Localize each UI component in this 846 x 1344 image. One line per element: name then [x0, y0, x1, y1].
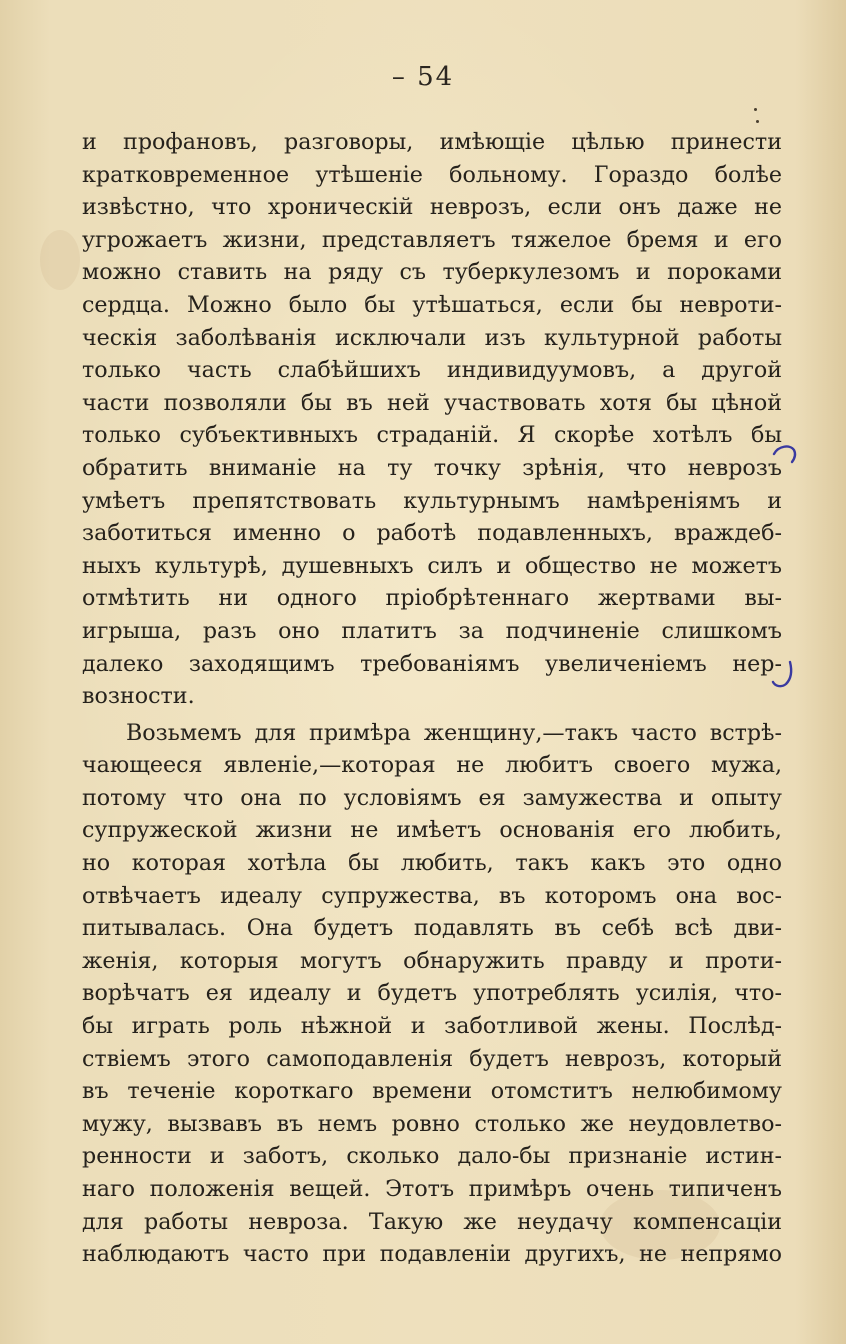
text-line: можно ставить на ряду съ туберкулезомъ и пороками	[82, 259, 782, 286]
paragraph-1	[82, 126, 782, 713]
pen-hook-mark	[768, 658, 798, 692]
text-line: заботиться именно о работѣ подавленныхъ, враждеб-	[82, 520, 782, 547]
paragraph-2	[82, 717, 782, 1271]
text-line: кратковременное утѣшеніе больному. Гораздо болѣе	[82, 161, 782, 188]
paper-stain	[40, 230, 80, 290]
text-line: чающееся явленіе,—которая не любитъ своего мужа,	[82, 752, 782, 779]
text-line: бы играть роль нѣжной и заботливой жены. Послѣд-	[82, 1013, 782, 1040]
text-line: угрожаетъ жизни, представляетъ тяжелое бремя и его	[82, 226, 782, 253]
text-line: мужу, вызвавъ въ немъ ровно столько же неудовлетво-	[82, 1110, 782, 1137]
text-line: питывалась. Она будетъ подавлять въ себѣ всѣ дви-	[82, 915, 782, 942]
text-line: супружеской жизни не имѣетъ основанія его любить,	[82, 817, 782, 844]
ink-speck	[754, 108, 757, 111]
text-line: ныхъ культурѣ, душевныхъ силъ и общество не можетъ	[82, 552, 782, 579]
text-line: ворѣчатъ ея идеалу и будетъ употреблять усилія, что-	[82, 980, 782, 1007]
text-line: для работы невроза. Такую же неудачу компенсаціи	[82, 1208, 782, 1235]
text-line: и профановъ, разговоры, имѣющіе цѣлью принести	[82, 129, 782, 155]
ink-speck	[756, 120, 759, 123]
text-line: отмѣтить ни одного пріобрѣтеннаго жертвами вы-	[82, 585, 782, 612]
text-line: наблюдаютъ часто при подавленіи другихъ, не непрямо	[82, 1241, 782, 1268]
text-line: игрыша, разъ оно платитъ за подчиненіе слишкомъ	[82, 617, 782, 644]
body-text	[82, 126, 782, 1271]
text-line: женія, которыя могутъ обнаружить правду и проти-	[82, 947, 782, 974]
text-line: обратить вниманіе на ту точку зрѣнія, что неврозъ	[82, 454, 782, 481]
page-number: – 54	[391, 62, 455, 92]
text-line: ческія заболѣванія исключали изъ культурной работы	[82, 324, 782, 351]
text-line: ствіемъ этого самоподавленія будетъ неврозъ, который	[82, 1045, 782, 1072]
text-line: только субъективныхъ страданій. Я скорѣе хотѣлъ бы	[82, 422, 782, 449]
text-line: сердца. Можно было бы утѣшаться, если бы невроти-	[82, 291, 782, 318]
text-line: возности.	[82, 683, 195, 710]
text-line: ренности и заботъ, сколько дало-бы признаніе истин-	[82, 1143, 782, 1170]
text-line: извѣстно, что хроническій неврозъ, если онъ даже не	[82, 194, 782, 221]
text-line: въ теченіе короткаго времени отомститъ нелюбимому	[82, 1078, 782, 1105]
pen-hook-mark	[770, 440, 800, 470]
text-line: далеко заходящимъ требованіямъ увеличеніемъ нер-	[82, 650, 782, 677]
text-line: наго положенія вещей. Этотъ примѣръ очень типиченъ	[82, 1176, 782, 1202]
text-line: потому что она по условіямъ ея замужества и опыту	[82, 784, 782, 811]
text-line: части позволяли бы въ ней участвовать хотя бы цѣной	[82, 389, 782, 416]
text-line: отвѣчаетъ идеалу супружества, въ которомъ она вос-	[82, 882, 782, 909]
text-line: только часть слабѣйшихъ индивидуумовъ, а другой	[82, 357, 782, 384]
text-line: умѣетъ препятствовать культурнымъ намѣреніямъ и	[82, 487, 782, 514]
text-line: Возьмемъ для примѣра женщину,—такъ часто встрѣ-	[126, 719, 782, 746]
text-line: но которая хотѣла бы любить, такъ какъ это одно	[82, 850, 782, 877]
